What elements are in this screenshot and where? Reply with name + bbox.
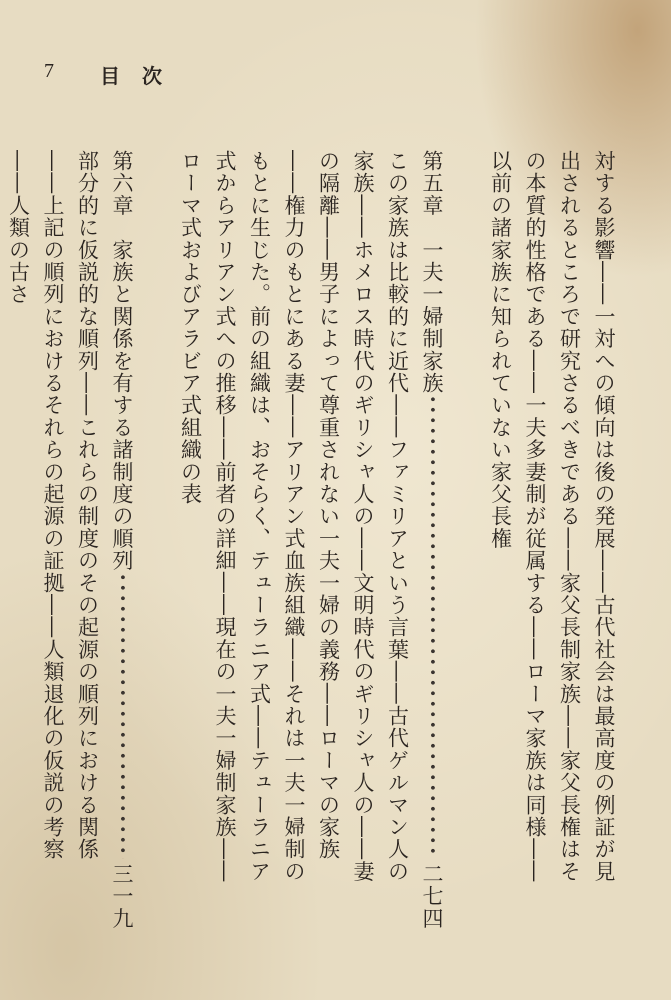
chapter-5-heading [415, 150, 450, 930]
chapter-page-number: 二七四 [420, 863, 444, 930]
spacer [139, 150, 173, 930]
toc-line: 部分的に仮説的な順列――これらの制度のその起源の順列における関係 [75, 150, 100, 861]
toc-line: 対する影響――一対への傾向は後の発展――古代社会は最高度の例証が見 [592, 150, 616, 883]
page-number: 7 [44, 60, 54, 82]
toc-line: の隔離――男子によって尊重されない一夫一婦の義務――ローマの家族 [316, 150, 341, 861]
dot-leader [105, 572, 140, 860]
chapter-title: 第五章 一夫一婦制家族 [420, 150, 444, 395]
spacer [449, 150, 483, 930]
toc-line: 出されるところで研究さるべきである――家父長制家族――家父長権はそ [557, 150, 582, 883]
toc-line: ――権力のもとにある妻――アリアン式血族組織――それは一夫一婦制の [282, 150, 306, 883]
chapter-6-heading [105, 150, 140, 930]
chapter-page-number: 三一九 [110, 863, 134, 930]
toc-line: ――人類の古さ [6, 150, 31, 306]
toc-line: この家族は比較的に近代――ファミリアという言葉――古代ゲルマン人の [385, 150, 410, 883]
running-title: 目次 [100, 64, 184, 88]
toc-line: 以前の諸家族に知られていない家父長権 [488, 150, 513, 550]
continuation-block [483, 150, 621, 930]
chapter-5-entry [173, 150, 449, 930]
toc-line: 家族――ホメロス時代のギリシャ人の――文明時代のギリシャ人の――妻 [351, 150, 375, 883]
toc-line: ――上記の順列におけるそれらの起源の証拠――人類退化の仮説の考察 [41, 150, 65, 861]
page-header [0, 60, 671, 90]
chapter-6-entry [1, 150, 139, 930]
table-of-contents [1, 150, 621, 930]
dot-leader [415, 394, 450, 859]
toc-line: ローマ式およびアラビア式組織の表 [178, 150, 203, 506]
toc-line: 式からアリアン式への推移――前者の詳細――現在の一夫一婦制家族―― [213, 150, 237, 883]
chapter-title: 第六章 家族と関係を有する諸制度の順列 [110, 150, 134, 572]
toc-line: もとに生じた。前の組織は、おそらく、テューラニア式――テューラニア [247, 150, 272, 883]
toc-line: の本質的性格である――一夫多妻制が従属する――ローマ家族は同様―― [523, 150, 547, 883]
